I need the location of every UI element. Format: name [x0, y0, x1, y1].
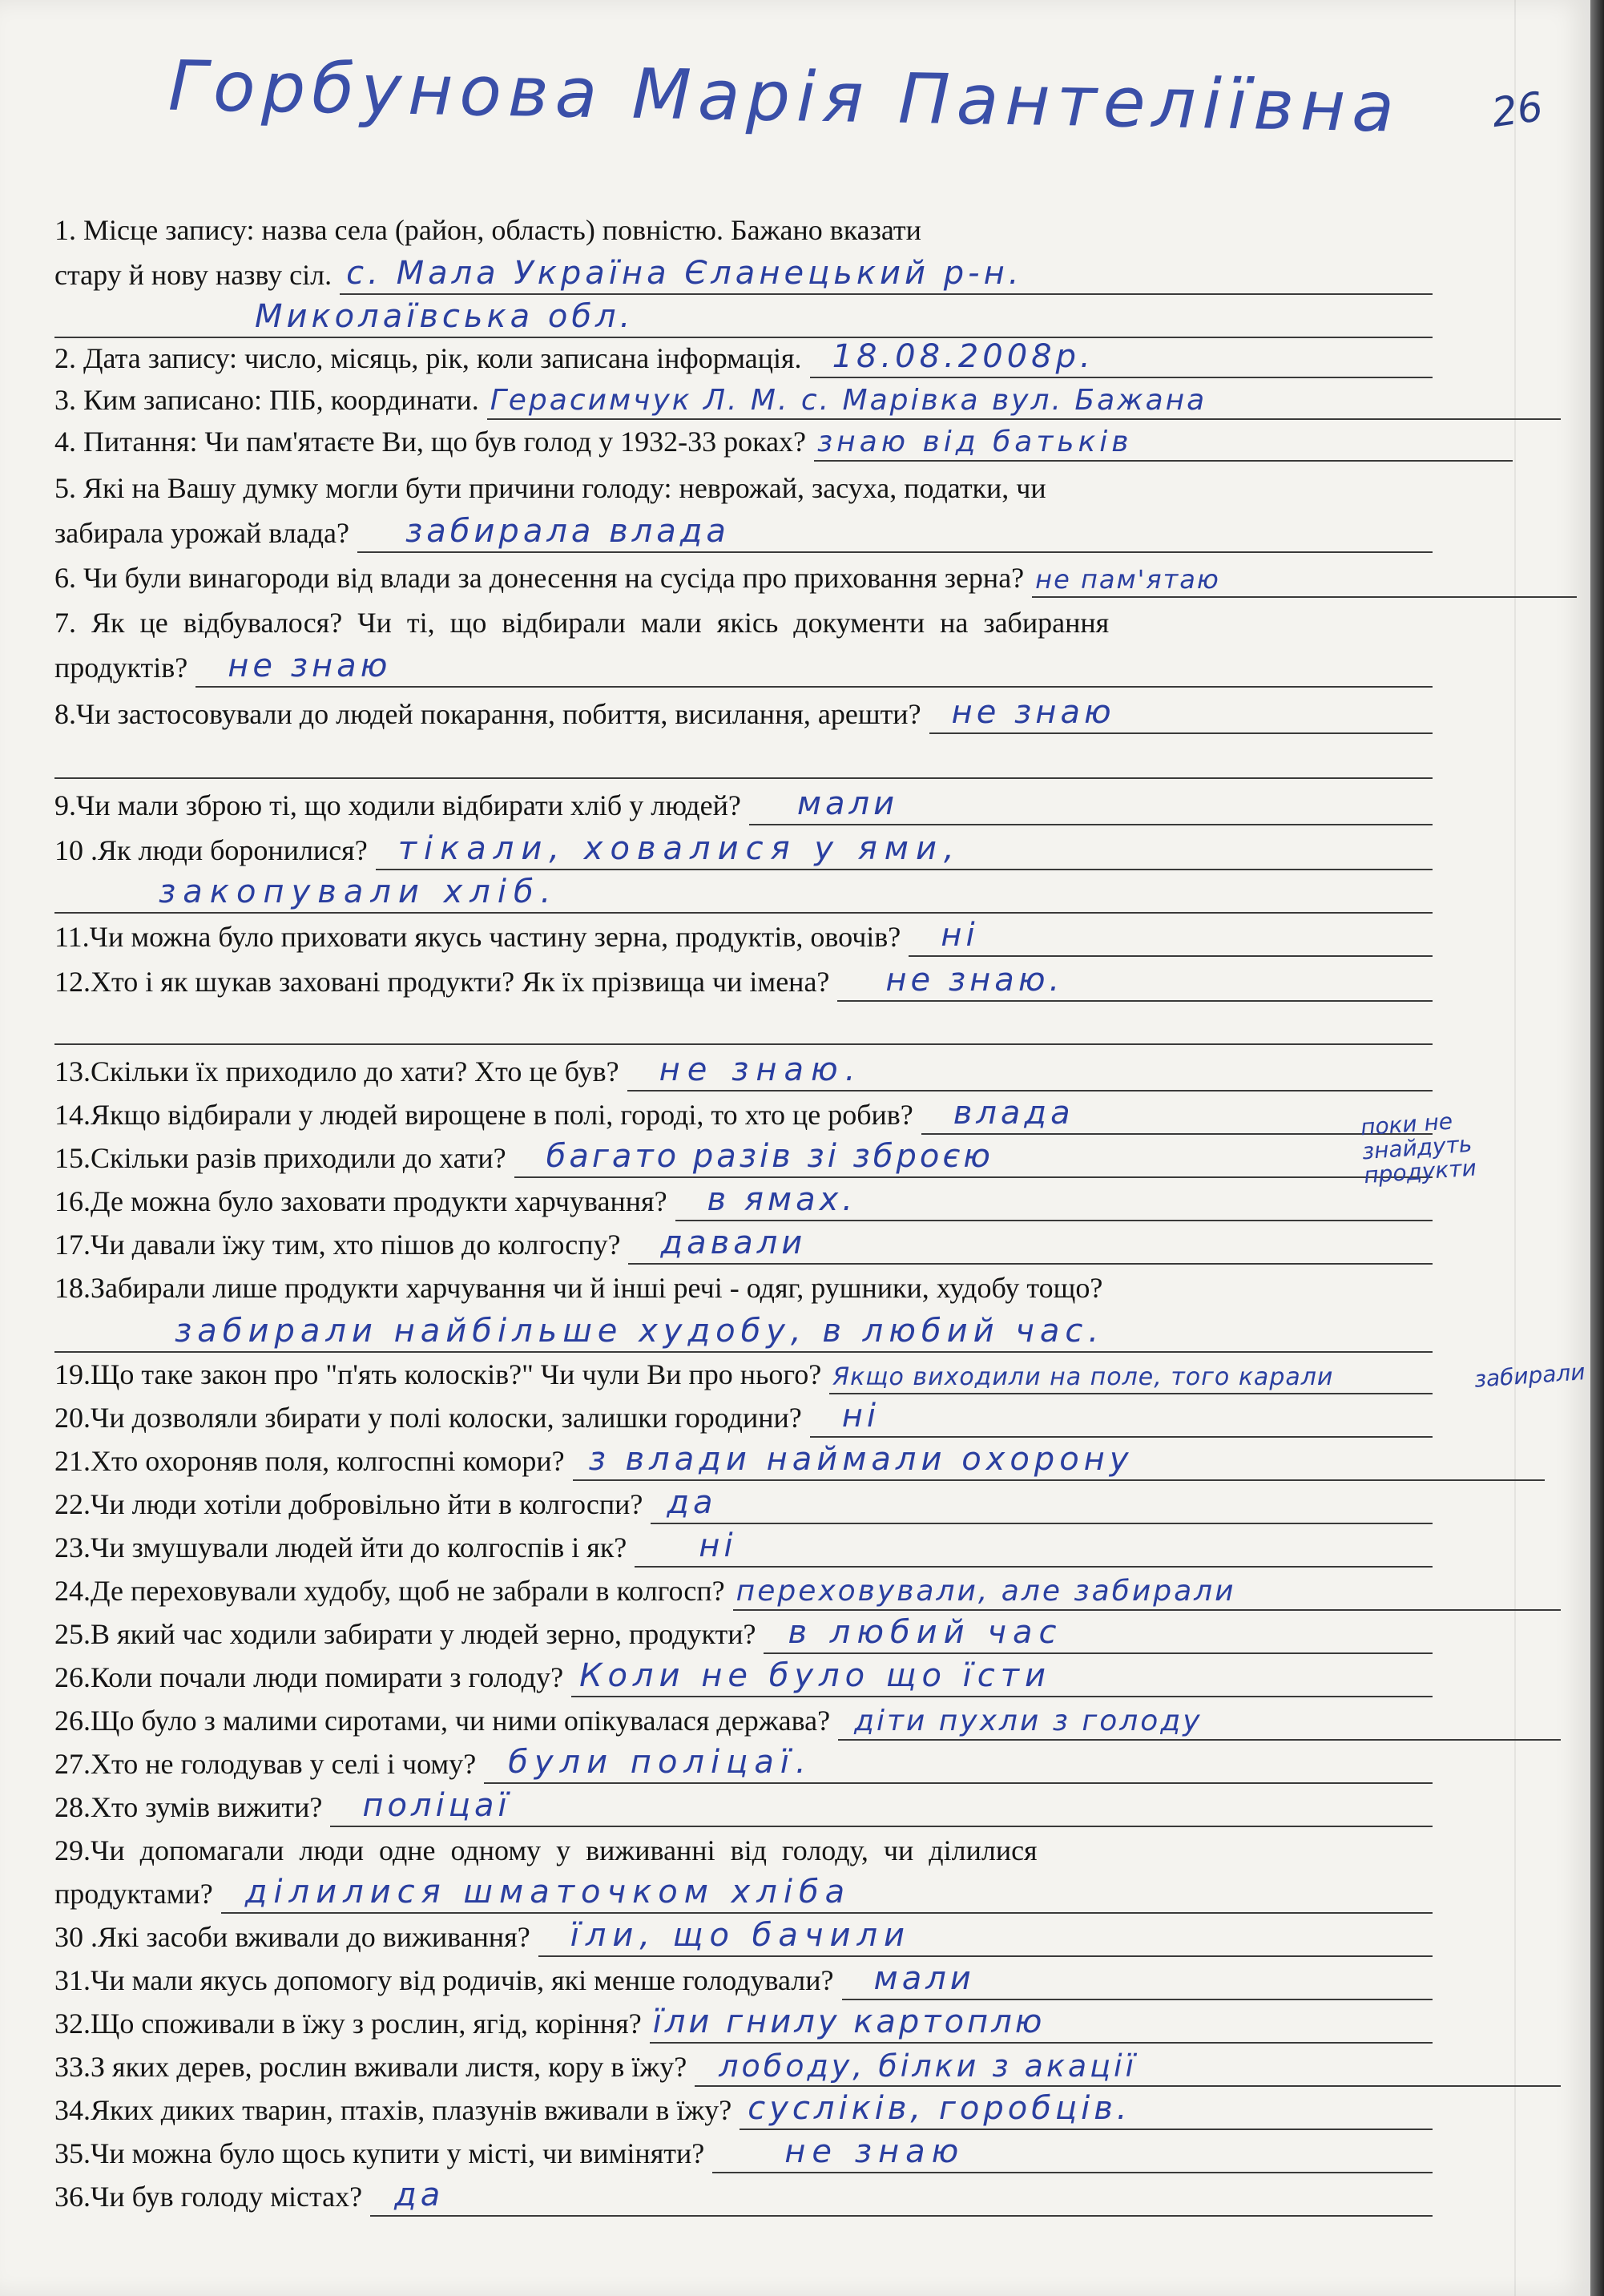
answer-field — [712, 2135, 1433, 2173]
question-5 — [54, 513, 1433, 553]
answer-field — [837, 963, 1433, 1002]
handwritten-answer: поліцаї — [362, 1787, 511, 1824]
answer-field — [842, 1962, 1433, 2000]
handwritten-answer: Якщо виходили на поле, того карали — [832, 1363, 1334, 1391]
question-3 — [54, 380, 1561, 420]
question-29-line-a — [54, 1830, 1433, 1870]
question-text: 31.Чи мали якусь допомогу від родичів, які менше голодували? — [54, 1964, 834, 1996]
question-27 — [54, 1744, 1433, 1784]
question-text: 1. Місце запису: назва села (район, область) повністю. Бажано вказати — [54, 214, 921, 246]
answer-field — [628, 1226, 1433, 1265]
question-18-answer-line — [54, 1313, 1433, 1353]
question-text: 18.Забирали лише продукти харчування чи й інші речі - одяг, рушники, худобу тощо? — [54, 1272, 1103, 1304]
question-text: 7. Як це відбувалося? Чи ті, що відбирали мали якісь документи на забирання — [54, 607, 1110, 639]
answer-field — [54, 740, 1433, 779]
handwritten-answer: Герасимчук Л. М. с. Марівка вул. Бажана — [490, 384, 1207, 417]
answer-field — [635, 1529, 1433, 1568]
handwritten-answer: знаю від батьків — [817, 426, 1133, 458]
answer-field — [514, 1140, 1433, 1178]
question-2 — [54, 338, 1433, 378]
handwritten-answer: ні — [699, 1527, 737, 1564]
handwritten-answer: да — [394, 2177, 445, 2213]
question-text: 34.Яких диких тварин, птахів, плазунів вживали в їжу? — [54, 2094, 732, 2126]
question-8-continuation — [54, 739, 1433, 779]
question-text: 11.Чи можна було приховати якусь частину зерна, продуктів, овочів? — [54, 921, 901, 953]
answer-field — [538, 1919, 1433, 1957]
question-14 — [54, 1095, 1433, 1135]
answer-field — [921, 1096, 1433, 1135]
question-32 — [54, 2003, 1433, 2044]
handwritten-answer: діти пухли з голоду — [854, 1705, 1203, 1737]
question-10-continuation — [54, 874, 1433, 914]
handwritten-answer: закопували хліб. — [159, 874, 558, 910]
question-36 — [54, 2177, 1433, 2217]
question-text: 27.Хто не голодував у селі і чому? — [54, 1748, 477, 1780]
question-text: 3. Ким записано: ПІБ, координати. — [54, 384, 479, 416]
answer-field — [54, 875, 1433, 914]
question-8 — [54, 694, 1433, 734]
respondent-name: Горбунова Марія Пантеліївна — [167, 46, 1401, 148]
handwritten-answer: їли гнилу картоплю — [652, 2003, 1046, 2040]
question-7 — [54, 648, 1433, 688]
question-text: 16.Де можна було заховати продукти харчування? — [54, 1185, 667, 1217]
handwritten-answer: влада — [953, 1095, 1074, 1132]
answer-field — [814, 423, 1513, 462]
question-text: 14.Якщо відбирали у людей вирощене в полі, городі, то хто це робив? — [54, 1099, 913, 1131]
question-text: 28.Хто зумів вижити? — [54, 1791, 323, 1823]
handwritten-answer: давали — [660, 1225, 807, 1261]
handwritten-answer: були поліцаї. — [508, 1744, 812, 1781]
handwritten-answer: ділилися шматочком хліба — [244, 1874, 852, 1911]
binder-edge — [1590, 0, 1604, 2296]
question-text: 33.З яких дерев, рослин вживали листя, кору в їжу? — [54, 2051, 687, 2083]
question-23 — [54, 1527, 1433, 1568]
question-text: забирала урожай влада? — [54, 517, 349, 549]
question-34 — [54, 2090, 1433, 2130]
question-text: 36.Чи був голоду містах? — [54, 2181, 363, 2213]
answer-field — [675, 1183, 1433, 1221]
handwritten-margin-note: поки не знайдуть продукти — [1360, 1108, 1477, 1189]
question-1-continuation — [54, 298, 1433, 338]
handwritten-answer: не пам'ятаю — [1035, 564, 1220, 595]
answer-field — [1032, 559, 1577, 598]
answer-field — [54, 1314, 1433, 1353]
handwritten-answer: Миколаївська обл. — [255, 298, 635, 335]
question-29 — [54, 1874, 1433, 1914]
handwritten-answer: мали — [796, 785, 899, 822]
question-text: 5. Які на Вашу думку могли бути причини голоду: неврожай, засуха, податки, чи — [54, 472, 1046, 504]
answer-field — [810, 340, 1433, 378]
question-18 — [54, 1268, 1433, 1308]
question-text: 10 .Як люди боронилися? — [54, 834, 368, 866]
answer-field — [221, 1875, 1433, 1914]
question-text: 8.Чи застосовували до людей покарання, побиття, висилання, арешти? — [54, 698, 921, 730]
handwritten-answer: Коли не було що їсти — [579, 1657, 1052, 1694]
answer-field — [929, 696, 1433, 734]
question-15 — [54, 1138, 1433, 1178]
question-9 — [54, 785, 1433, 825]
handwritten-answer: забирала влада — [405, 513, 730, 550]
answer-field — [650, 2005, 1433, 2044]
answer-field — [54, 1007, 1433, 1045]
handwritten-answer: їли, що бачили — [570, 1917, 912, 1954]
question-text: продуктами? — [54, 1878, 213, 1910]
answer-field — [370, 2178, 1433, 2217]
question-7-line-a — [54, 603, 1433, 643]
question-text: 20.Чи дозволяли збирати у полі колоски, залишки городини? — [54, 1402, 802, 1434]
question-text: 2. Дата запису: число, місяць, рік, коли записана інформація. — [54, 342, 802, 374]
question-text: 29.Чи допомагали люди одне одному у виживанні від голоду, чи ділилися — [54, 1834, 1038, 1866]
question-6 — [54, 558, 1577, 598]
question-28 — [54, 1787, 1433, 1827]
handwritten-answer: да — [667, 1484, 717, 1521]
answer-field — [195, 649, 1433, 688]
question-35 — [54, 2133, 1433, 2173]
question-5-line-a — [54, 468, 1433, 508]
answer-field — [357, 514, 1433, 553]
question-33 — [54, 2047, 1561, 2087]
answer-field — [571, 1659, 1433, 1697]
question-text: 24.Де переховували худобу, щоб не забрали в колгосп? — [54, 1575, 725, 1607]
question-24 — [54, 1571, 1561, 1611]
question-30 — [54, 1917, 1433, 1957]
question-1 — [54, 255, 1433, 295]
answer-field — [829, 1356, 1433, 1394]
question-text: 12.Хто і як шукав заховані продукти? Як їх прізвища чи імена? — [54, 966, 830, 998]
question-1-line-a — [54, 210, 1433, 250]
answer-field — [740, 2092, 1433, 2130]
question-text: 6. Чи були винагороди від влади за донесення на сусіда про приховання зерна? — [54, 562, 1025, 594]
handwritten-answer: не знаю. — [659, 1051, 863, 1088]
handwritten-answer: з влади наймали охорону — [588, 1441, 1134, 1478]
handwritten-answer: тікали, ховалися у ями, — [397, 830, 961, 867]
question-4 — [54, 422, 1513, 462]
answer-field — [810, 1399, 1433, 1438]
answer-field — [573, 1443, 1545, 1481]
handwritten-answer: не знаю — [784, 2133, 965, 2170]
handwritten-answer: переховували, але забирали — [736, 1575, 1236, 1608]
answer-field — [749, 787, 1433, 825]
answer-field — [54, 300, 1433, 338]
question-text: 15.Скільки разів приходили до хати? — [54, 1142, 506, 1174]
question-text: 25.В який час ходили забирати у людей зерно, продукти? — [54, 1618, 756, 1650]
question-16 — [54, 1181, 1433, 1221]
question-12 — [54, 962, 1433, 1002]
question-text: 22.Чи люди хотіли добровільно йти в колгоспи? — [54, 1488, 643, 1520]
answer-field — [838, 1702, 1561, 1741]
question-22 — [54, 1484, 1433, 1524]
answer-field — [764, 1616, 1433, 1654]
question-21 — [54, 1441, 1545, 1481]
question-text: 35.Чи можна було щось купити у місті, чи виміняти? — [54, 2137, 705, 2169]
handwritten-answer: ні — [941, 917, 979, 954]
answer-field — [484, 1745, 1433, 1784]
question-12-continuation — [54, 1005, 1433, 1045]
answer-field — [733, 1572, 1561, 1611]
handwritten-answer: забирали найбільше худобу, в любий час. — [175, 1313, 1105, 1350]
question-text: 23.Чи змушували людей йти до колгоспів і як? — [54, 1531, 627, 1564]
question-19 — [54, 1354, 1433, 1394]
question-text: 17.Чи давали їжу тим, хто пішов до колгоспу? — [54, 1229, 621, 1261]
answer-field — [487, 381, 1561, 420]
handwritten-margin-note: забирали — [1473, 1358, 1586, 1393]
handwritten-answer: в любий час — [788, 1614, 1063, 1651]
handwritten-answer: не знаю — [951, 694, 1115, 731]
question-text: 32.Що споживали в їжу з рослин, ягід, коріння? — [54, 2007, 642, 2040]
answer-field — [340, 256, 1433, 295]
answer-field — [627, 1053, 1433, 1092]
question-text: 9.Чи мали зброю ті, що ходили відбирати хліб у людей? — [54, 789, 741, 821]
question-25 — [54, 1614, 1433, 1654]
question-text: стару й нову назву сіл. — [54, 259, 332, 291]
answer-field — [695, 2048, 1561, 2087]
handwritten-answer: 18.08.2008р. — [832, 338, 1094, 375]
question-text: 26.Що було з малими сиротами, чи ними опікувалася держава? — [54, 1705, 831, 1737]
handwritten-answer: в ямах. — [707, 1181, 856, 1218]
question-17 — [54, 1225, 1433, 1265]
question-31 — [54, 1960, 1433, 2000]
handwritten-answer: лободу, білки з акації — [719, 2048, 1138, 2084]
question-26 — [54, 1657, 1433, 1697]
question-26-orphans — [54, 1701, 1561, 1741]
page-number: 26 — [1489, 83, 1546, 137]
question-text: 21.Хто охороняв поля, колгоспні комори? — [54, 1445, 565, 1477]
question-20 — [54, 1398, 1433, 1438]
handwritten-answer: не знаю. — [885, 962, 1064, 999]
handwritten-answer: мали — [873, 1960, 975, 1997]
question-11 — [54, 917, 1433, 957]
handwritten-answer: с. Мала Україна Єланецький р-н. — [346, 255, 1023, 292]
handwritten-answer: сусліків, горобців. — [748, 2090, 1131, 2127]
question-13 — [54, 1051, 1433, 1092]
answer-field — [909, 918, 1433, 957]
question-text: 4. Питання: Чи пам'ятаєте Ви, що був голод у 1932-33 роках? — [54, 426, 807, 458]
handwritten-answer: ні — [841, 1398, 881, 1434]
question-text: 19.Що таке закон про "п'ять колосків?" Чи чули Ви про нього? — [54, 1358, 822, 1390]
question-text: 30 .Які засоби вживали до виживання? — [54, 1921, 530, 1953]
question-text: 26.Коли почали люди помирати з голоду? — [54, 1661, 564, 1693]
question-10 — [54, 830, 1433, 870]
question-text: 13.Скільки їх приходило до хати? Хто це був? — [54, 1055, 619, 1087]
answer-field — [330, 1789, 1433, 1827]
question-text: продуктів? — [54, 652, 188, 684]
handwritten-answer: не знаю — [228, 648, 392, 684]
answer-field — [651, 1486, 1433, 1524]
answer-field — [376, 832, 1433, 870]
handwritten-answer: багато разів зі зброєю — [546, 1138, 993, 1175]
